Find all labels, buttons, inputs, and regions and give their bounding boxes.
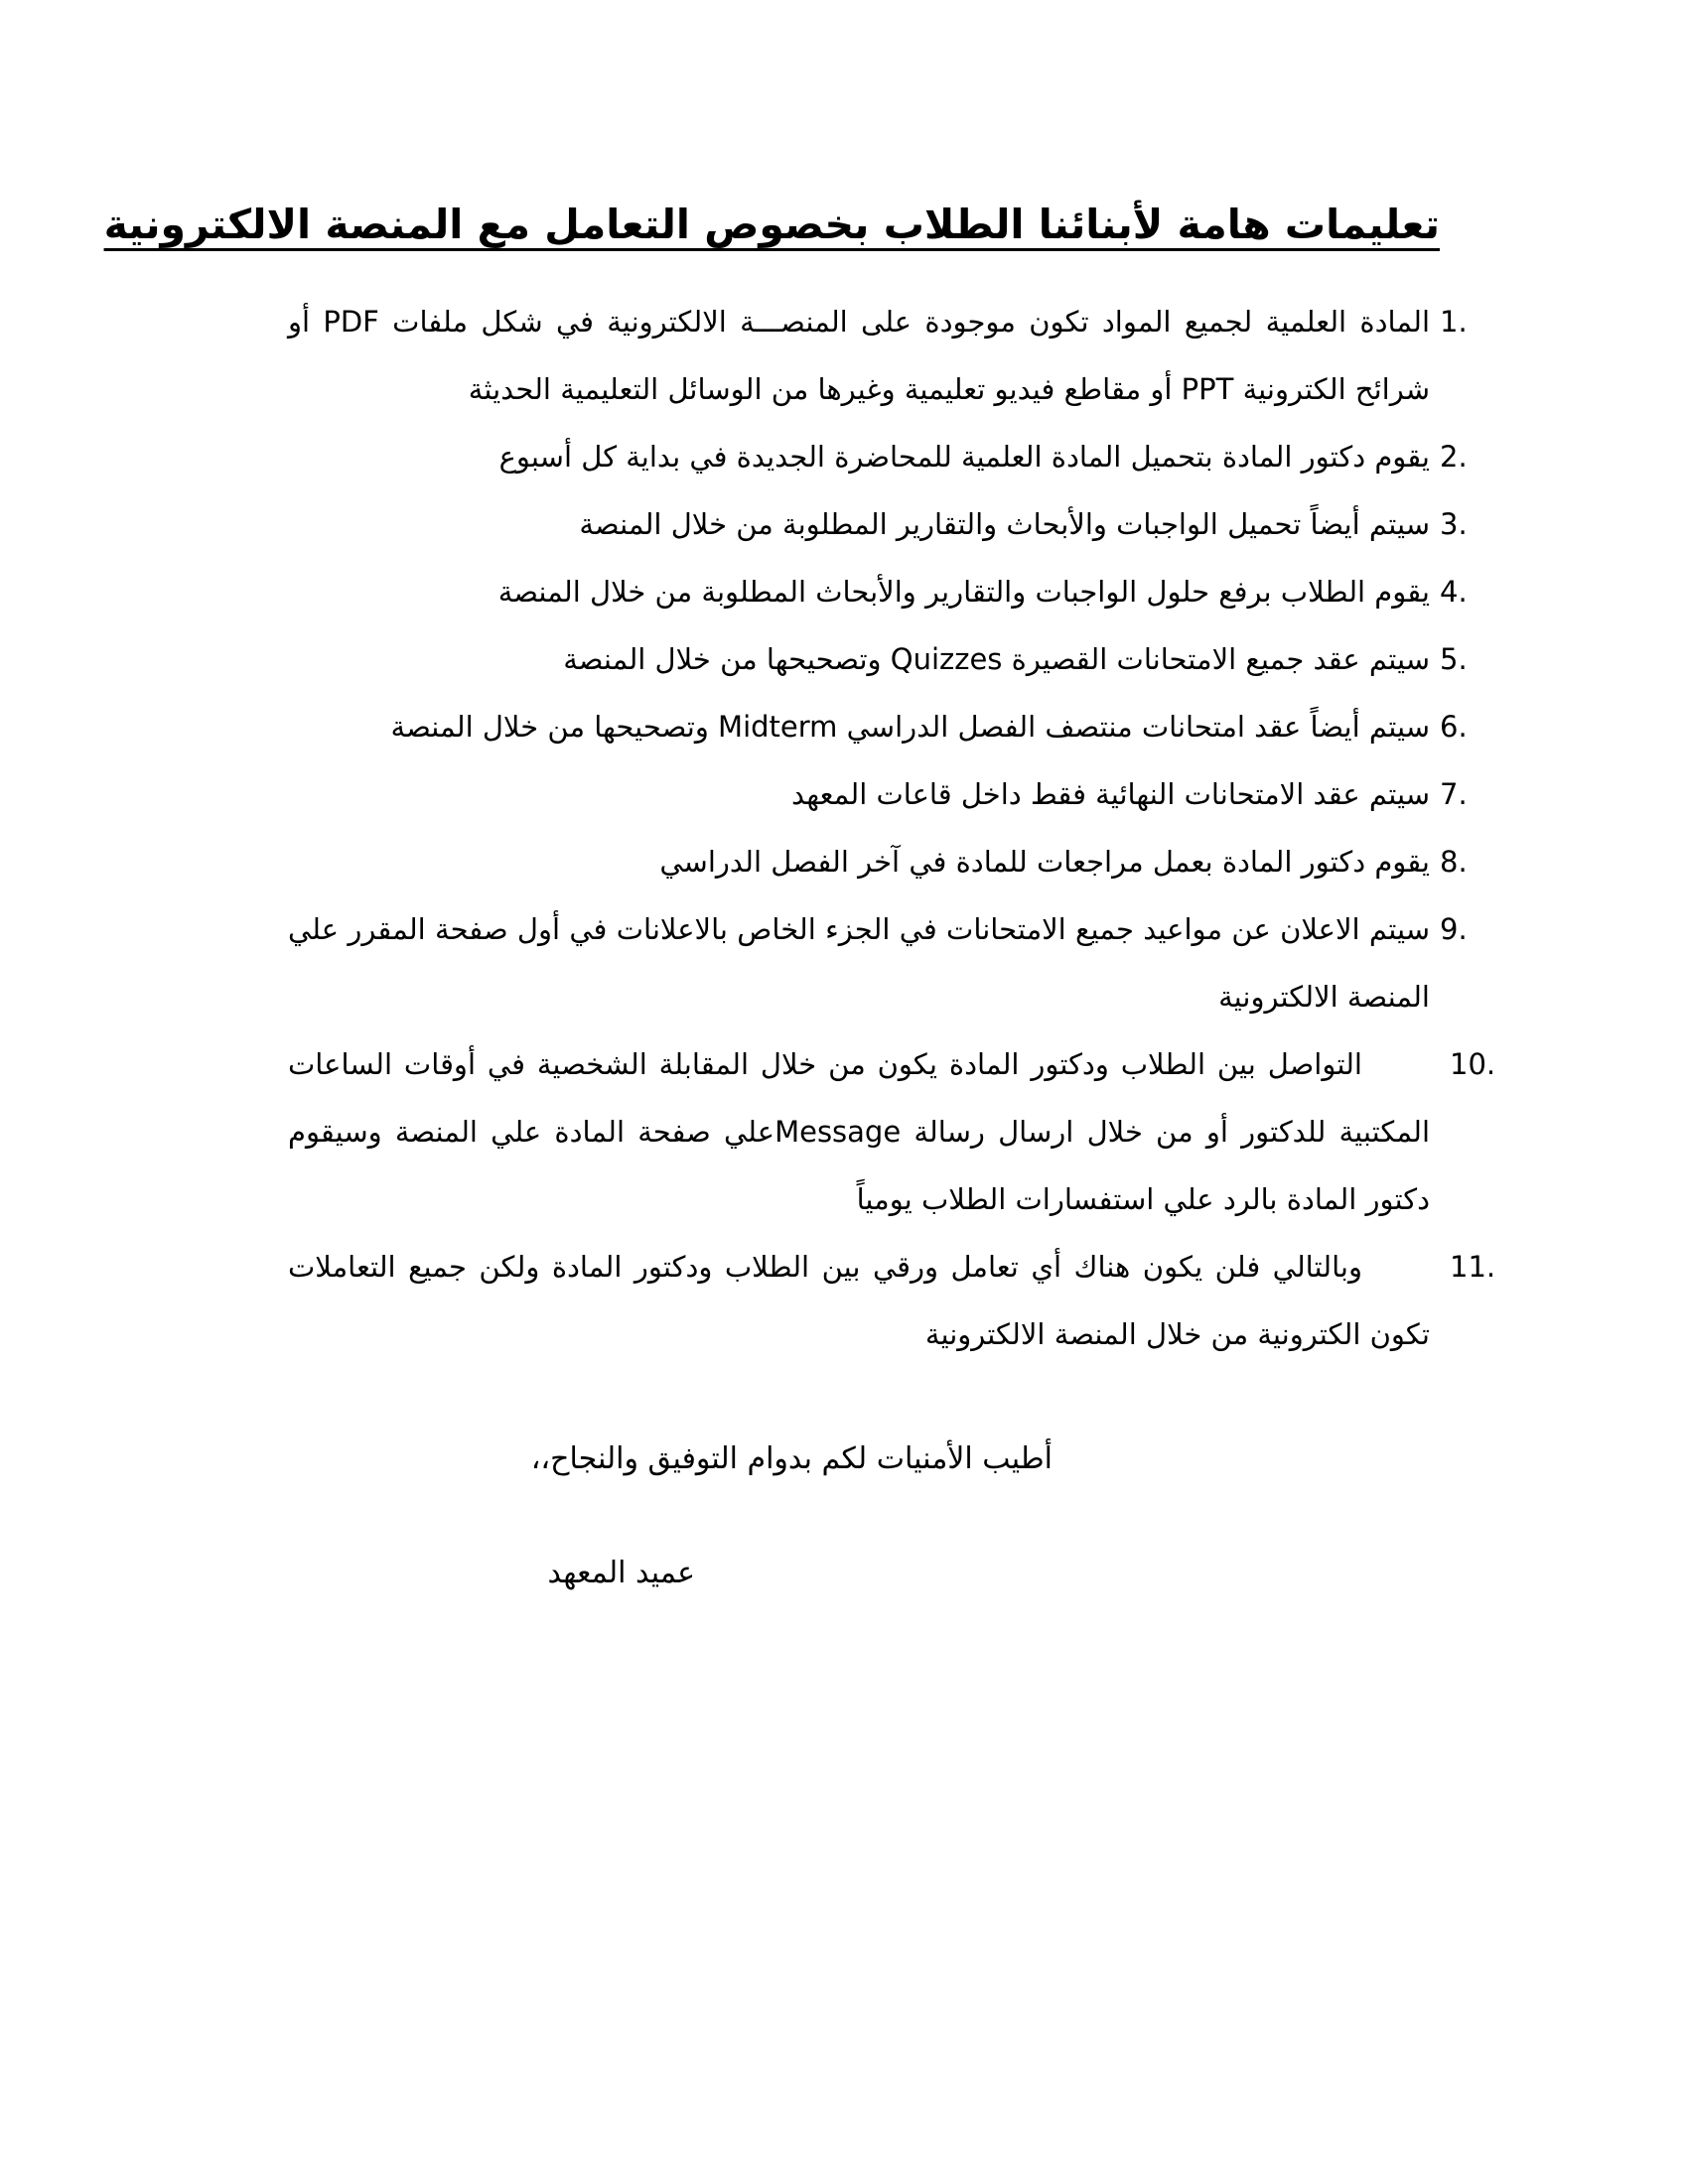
list-item	[288, 490, 1468, 558]
list-item-number: 7.	[1440, 777, 1468, 811]
list-item-number: 1.	[1440, 305, 1468, 339]
list-item	[288, 1030, 1496, 1233]
document-title: تعليمات هامة لأبنائنا الطلاب بخصوص التعامل مع المنصة الالكترونية	[103, 201, 1440, 248]
list-item-number: 6.	[1440, 710, 1468, 744]
list-item-number: 9.	[1440, 912, 1468, 946]
instructions-list	[288, 288, 1496, 1368]
list-item-text: سيتم عقد الامتحانات النهائية فقط داخل قاعات المعهد	[791, 777, 1430, 811]
list-item-number: 8.	[1440, 845, 1468, 879]
list-item-number: 4.	[1440, 575, 1468, 609]
list-item-text: يقوم الطلاب برفع حلول الواجبات والتقارير والأبحاث المطلوبة من خلال المنصة	[497, 575, 1430, 609]
list-item-text: المادة العلمية لجميع المواد تكون موجودة على المنصـــة الالكترونية في شكل ملفات PDF أو شرائح الكترونية PPT أو مقاطع فيديو تعليمية وغيرها من الوسائل التعليمية الحديثة	[288, 305, 1431, 406]
list-item-text: يقوم دكتور المادة بعمل مراجعات للمادة في آخر الفصل الدراسي	[659, 845, 1430, 879]
signature: عميد المعهد	[547, 1556, 695, 1590]
list-item-number: 3.	[1440, 507, 1468, 541]
list-item-number: 5.	[1440, 642, 1468, 676]
list-item-text: سيتم أيضاً تحميل الواجبات والأبحاث والتقارير المطلوبة من خلال المنصة	[579, 507, 1430, 541]
list-item-text: يقوم دكتور المادة بتحميل المادة العلمية للمحاضرة الجديدة في بداية كل أسبوع	[498, 440, 1430, 474]
list-item	[288, 558, 1468, 625]
list-item	[288, 760, 1468, 828]
list-item	[288, 625, 1468, 693]
list-item-number: 11.	[1450, 1250, 1496, 1284]
list-item	[288, 288, 1468, 423]
list-item	[288, 895, 1468, 1030]
list-item-number: 10.	[1450, 1047, 1496, 1081]
closing-greeting: أطيب الأمنيات لكم بدوام التوفيق والنجاح،،	[530, 1441, 1053, 1476]
list-item-text: وبالتالي فلن يكون هناك أي تعامل ورقي بين الطلاب ودكتور المادة ولكن جميع التعاملات تكون الكترونية من خلال المنصة الالكترونية	[288, 1250, 1430, 1351]
list-item	[288, 1233, 1496, 1368]
list-item	[288, 693, 1468, 760]
list-item-text: سيتم عقد جميع الامتحانات القصيرة Quizzes وتصحيحها من خلال المنصة	[563, 642, 1430, 676]
list-item-text: سيتم أيضاً عقد امتحانات منتصف الفصل الدراسي Midterm وتصحيحها من خلال المنصة	[390, 710, 1430, 744]
list-item	[288, 828, 1468, 895]
list-item-text: سيتم الاعلان عن مواعيد جميع الامتحانات في الجزء الخاص بالاعلانات في أول صفحة المقرر علي المنصة الالكترونية	[288, 912, 1430, 1014]
list-item-text: التواصل بين الطلاب ودكتور المادة يكون من خلال المقابلة الشخصية في أوقات الساعات المكتبية للدكتور أو من خلال ارسال رسالة Messageعلي صفحة المادة علي المنصة وسيقوم دكتور المادة بالرد علي استفسارات الطلاب يومياً	[288, 1047, 1430, 1216]
list-item-number: 2.	[1440, 440, 1468, 474]
list-item	[288, 423, 1468, 490]
